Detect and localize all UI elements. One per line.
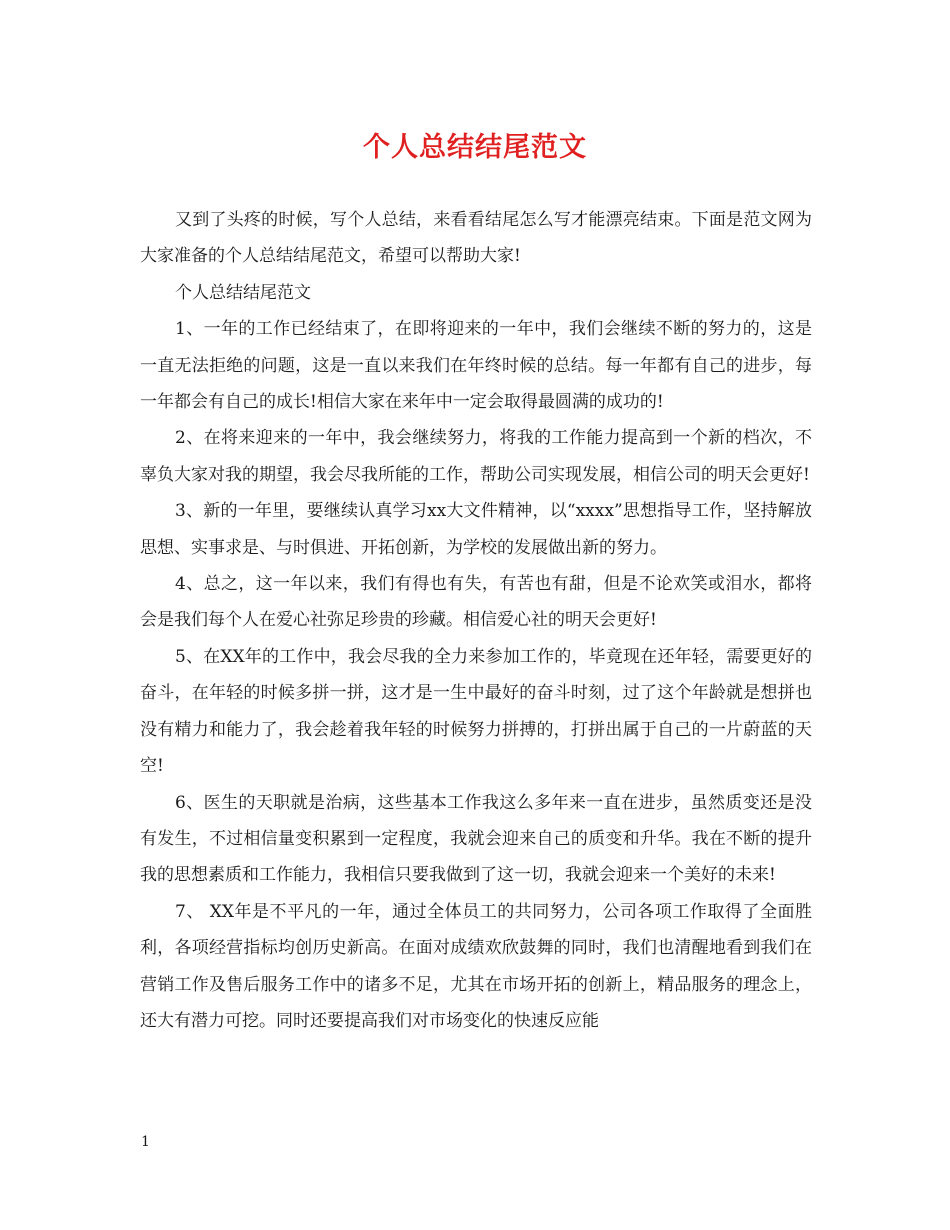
document-body xyxy=(140,202,812,1039)
document-title: 个人总结结尾范文 xyxy=(363,132,587,163)
page-number: 1 xyxy=(141,1134,150,1150)
paragraph-5: 5、在XX年的工作中，我会尽我的全力来参加工作的，毕竟现在还年轻，需要更好的奋斗，在年轻的时候多拼一拼，这才是一生中最好的奋斗时刻，过了这个年龄就是想拼也没有精力和能力了，我会趁着我年轻的时候努力拼搏的，打拼出属于自己的一片蔚蓝的天空! xyxy=(140,646,812,777)
intro-paragraph: 又到了头疼的时候，写个人总结，来看看结尾怎么写才能漂亮结束。下面是范文网为大家准备的个人总结结尾范文，希望可以帮助大家! xyxy=(140,210,812,267)
paragraph-1: 1、一年的工作已经结束了，在即将迎来的一年中，我们会继续不断的努力的，这是一直无法拒绝的问题，这是一直以来我们在年终时候的总结。每一年都有自己的进步，每一年都会有自己的成长!相信大家在来年中一定会取得最圆满的成功的! xyxy=(140,319,812,413)
paragraph-6: 6、医生的天职就是治病，这些基本工作我这么多年来一直在进步，虽然质变还是没有发生，不过相信量变积累到一定程度，我就会迎来自己的质变和升华。我在不断的提升我的思想素质和工作能力，我相信只要我做到了这一切，我就会迎来一个美好的未来! xyxy=(140,792,812,886)
paragraph-2: 2、在将来迎来的一年中，我会继续努力，将我的工作能力提高到一个新的档次，不辜负大家对我的期望，我会尽我所能的工作，帮助公司实现发展，相信公司的明天会更好! xyxy=(140,428,812,485)
paragraph-4: 4、总之，这一年以来，我们有得也有失，有苦也有甜，但是不论欢笑或泪水，都将会是我们每个人在爱心社弥足珍贵的珍藏。相信爱心社的明天会更好! xyxy=(140,574,812,631)
section-heading: 个人总结结尾范文 xyxy=(175,282,311,303)
paragraph-7: 7、 XX年是不平凡的一年，通过全体员工的共同努力，公司各项工作取得了全面胜利，各项经营指标均创历史新高。在面对成绩欢欣鼓舞的同时，我们也清醒地看到我们在营销工作及售后服务工作中的诸多不足，尤其在市场开拓的创新上，精品服务的理念上，还大有潜力可挖。同时还要提高我们对市场变化的快速反应能 xyxy=(140,901,812,1031)
paragraph-3: 3、新的一年里，要继续认真学习xx大文件精神，以“xxxx”思想指导工作，坚持解放思想、实事求是、与时俱进、开拓创新，为学校的发展做出新的努力。 xyxy=(140,501,812,558)
